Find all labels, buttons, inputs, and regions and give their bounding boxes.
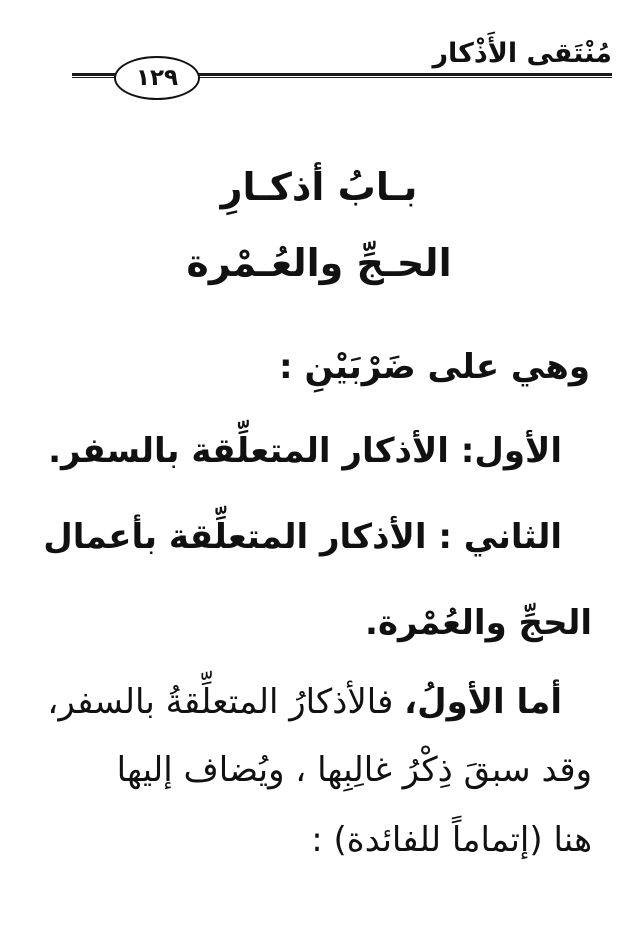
second-item-line-1: الثاني : الأذكار المتعلِّقة بأعمال — [43, 517, 562, 557]
chapter-title-line-1: بـابُ أذكـارِ — [220, 165, 418, 209]
paragraph-line-1-rest: فالأذكارُ المتعلِّقةُ بالسفر، — [47, 682, 405, 722]
intro-line: وهي على ضَرْبَيْنِ : — [279, 347, 590, 387]
paragraph-lead: أما الأولُ، — [404, 682, 562, 722]
first-item-line: الأول: الأذكار المتعلِّقة بالسفر. — [48, 431, 562, 471]
paragraph-line-1 — [47, 675, 562, 729]
paragraph-line-3: هنا (إتماماً للفائدة) : — [311, 820, 592, 860]
running-title: مُنْتَقى الأَذْكار — [432, 38, 612, 69]
paragraph-line-2: وقد سبقَ ذِكْرُ غالِبِها ، ويُضاف إليها — [116, 750, 592, 790]
second-item-line-2: الحجِّ والعُمْرة. — [365, 603, 592, 643]
page-number-badge: ١٢٩ — [114, 56, 200, 100]
chapter-title-line-2: الحـجِّ والعُـمْرة — [186, 241, 452, 285]
